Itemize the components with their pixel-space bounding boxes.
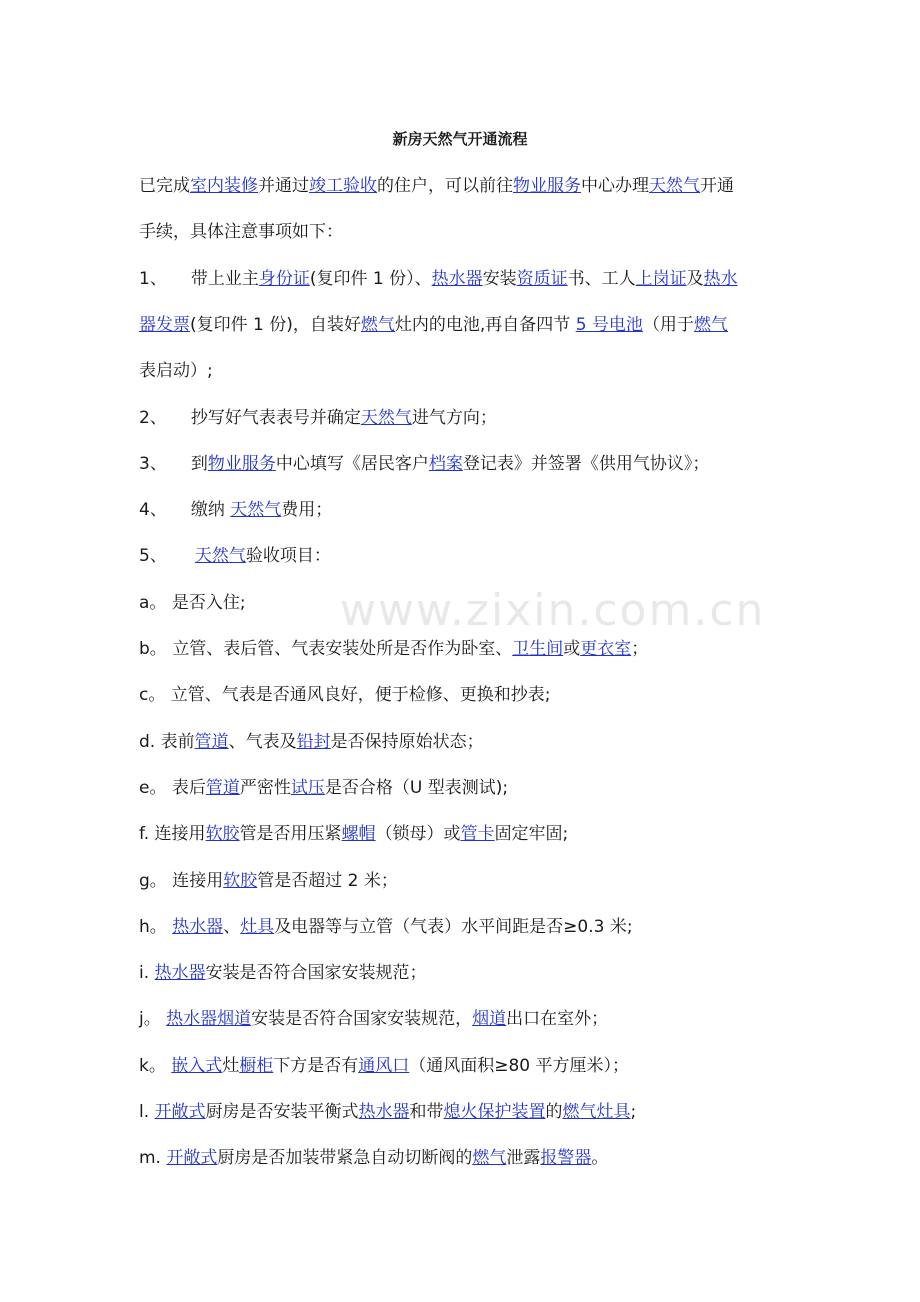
text-segment: 下方是否有 — [273, 1056, 359, 1076]
text-segment: 5、 — [139, 546, 167, 566]
text-segment: 1、 — [139, 269, 167, 289]
text-segment: 到 — [190, 454, 208, 474]
text-line — [139, 638, 648, 660]
text-segment: d. 表前 — [139, 732, 195, 752]
text-segment: 进气方向； — [411, 408, 497, 428]
text-line — [139, 1055, 629, 1077]
keyword-link[interactable]: 嵌入式 — [171, 1056, 223, 1076]
text-segment: 2、 — [139, 408, 167, 428]
text-segment: (复印件 1 份）、 — [309, 269, 432, 289]
text-line — [139, 962, 427, 984]
text-line — [139, 870, 398, 892]
keyword-link[interactable]: 热水 — [703, 269, 738, 289]
keyword-link[interactable]: 管道 — [205, 778, 240, 798]
keyword-link[interactable]: 更衣室 — [580, 639, 632, 659]
keyword-link[interactable]: 软胶 — [223, 871, 258, 891]
text-line — [139, 731, 484, 753]
text-segment: g。 连接用 — [139, 871, 224, 891]
text-segment: e。 表后 — [139, 778, 206, 798]
text-segment: 及电器等与立管（气表）水平间距是否≥0.3 米; — [274, 917, 633, 937]
watermark: www.zixin.com.cn — [340, 585, 766, 636]
text-segment: （通风面积≥80 平方厘米）； — [409, 1056, 630, 1076]
keyword-link[interactable]: 竣工验收 — [309, 176, 377, 196]
text-segment: 和带 — [409, 1102, 444, 1122]
text-segment: ； — [631, 639, 649, 659]
keyword-link[interactable]: 室内装修 — [190, 176, 258, 196]
text-line — [139, 1147, 608, 1169]
keyword-link[interactable]: 热水器 — [431, 269, 483, 289]
page-title: 新房天然气开通流程 — [392, 130, 528, 148]
keyword-link[interactable]: 报警器 — [540, 1148, 592, 1168]
text-segment: 或 — [563, 639, 581, 659]
text-line — [139, 221, 343, 243]
keyword-link[interactable]: 物业服务 — [207, 454, 276, 474]
text-segment: 已完成 — [139, 176, 190, 196]
text-line — [139, 823, 568, 845]
keyword-link[interactable]: 熄火保护装置 — [443, 1102, 546, 1122]
keyword-link[interactable]: 软胶 — [205, 824, 240, 844]
text-segment: 安装是否符合国家安装规范， — [251, 1009, 473, 1029]
keyword-link[interactable]: 热水器 — [358, 1102, 410, 1122]
text-segment: 厨房是否加装带紧急自动切断阀的 — [217, 1148, 473, 1168]
text-segment: 书、工人 — [567, 269, 636, 289]
keyword-link[interactable]: 通风口 — [358, 1056, 410, 1076]
text-segment: （用于 — [642, 315, 694, 335]
text-segment: 灶内的电池,再自备四节 — [394, 315, 576, 335]
keyword-link[interactable]: 档案 — [428, 454, 463, 474]
text-segment: 验收项目： — [245, 546, 331, 566]
text-segment: 泄露 — [506, 1148, 541, 1168]
keyword-link[interactable]: 天然气 — [360, 408, 412, 428]
keyword-link[interactable]: 上岗证 — [635, 269, 687, 289]
keyword-link[interactable]: 燃气 — [472, 1148, 507, 1168]
keyword-link[interactable]: 器发票 — [139, 315, 190, 335]
text-line — [139, 545, 331, 567]
text-line — [139, 360, 213, 382]
text-segment: 安装是否符合国家安装规范； — [205, 963, 427, 983]
keyword-link[interactable]: 燃气灶具 — [562, 1102, 631, 1122]
keyword-link[interactable]: 开敞式 — [154, 1102, 206, 1122]
text-segment: j。 — [139, 1009, 167, 1029]
text-segment: 是否合格（U 型表测试); — [324, 778, 509, 798]
text-segment: (复印件 1 份)，自装好 — [190, 315, 361, 335]
text-segment: 厨房是否安装平衡式 — [205, 1102, 359, 1122]
text-line — [139, 407, 497, 429]
text-segment: 带上业主 — [190, 269, 259, 289]
keyword-link[interactable]: 热水器 — [172, 917, 224, 937]
text-line — [139, 175, 734, 197]
text-segment: m. — [139, 1148, 167, 1168]
keyword-link[interactable]: 天然气 — [194, 546, 246, 566]
text-segment: b。 立管、表后管、气表安装处所是否作为卧室、 — [139, 639, 513, 659]
text-segment: 开通 — [700, 176, 734, 196]
text-line — [139, 1101, 636, 1123]
text-segment: l. — [139, 1102, 155, 1122]
text-segment: 、 — [223, 917, 241, 937]
text-segment: 。 — [591, 1148, 609, 1168]
keyword-link[interactable]: 5 号电池 — [575, 315, 643, 335]
keyword-link[interactable]: 热水器烟道 — [166, 1009, 252, 1029]
text-segment: 表启动）; — [139, 361, 213, 381]
text-segment: h。 — [139, 917, 173, 937]
text-line — [139, 684, 550, 706]
keyword-link[interactable]: 天然气 — [649, 176, 700, 196]
text-segment: c。 立管、气表是否通风良好，便于检修、更换和抄表; — [139, 685, 551, 705]
text-segment: 灶 — [222, 1056, 240, 1076]
keyword-link[interactable]: 开敞式 — [166, 1148, 218, 1168]
text-line — [139, 268, 738, 290]
text-segment: i. — [139, 963, 155, 983]
keyword-link[interactable]: 螺帽 — [341, 824, 376, 844]
text-segment: f. 连接用 — [139, 824, 206, 844]
text-line — [139, 916, 633, 938]
text-line — [139, 499, 332, 521]
keyword-link[interactable]: 燃气 — [693, 315, 728, 335]
text-segment: 、气表及 — [228, 732, 297, 752]
keyword-link[interactable]: 物业服务 — [513, 176, 581, 196]
text-segment: 是否保持原始状态； — [330, 732, 484, 752]
text-segment: k。 — [139, 1056, 172, 1076]
text-segment: 中心办理 — [581, 176, 649, 196]
keyword-link[interactable]: 天然气 — [230, 500, 282, 520]
text-segment: 中心填写《居民客户 — [275, 454, 429, 474]
text-segment: 出口在室外； — [506, 1009, 609, 1029]
text-segment: 及 — [686, 269, 704, 289]
text-segment: 登记表》并签署《供用气协议》； — [462, 454, 710, 474]
text-segment: 手续，具体注意事项如下： — [139, 222, 343, 242]
text-line — [139, 592, 246, 614]
text-segment: 管是否用压紧 — [239, 824, 342, 844]
text-segment: 并通过 — [258, 176, 309, 196]
keyword-link[interactable]: 铅封 — [296, 732, 331, 752]
text-line — [139, 777, 508, 799]
keyword-link[interactable]: 灶具 — [240, 917, 275, 937]
text-segment: 固定牢固; — [494, 824, 569, 844]
text-segment: 费用； — [281, 500, 333, 520]
keyword-link[interactable]: 资质证 — [516, 269, 568, 289]
text-segment: 4、 — [139, 500, 167, 520]
text-segment: （锁母）或 — [375, 824, 461, 844]
text-segment: 管是否超过 2 米； — [257, 871, 398, 891]
keyword-link[interactable]: 热水器 — [154, 963, 206, 983]
text-segment: 3、 — [139, 454, 167, 474]
keyword-link[interactable]: 管卡 — [460, 824, 495, 844]
text-segment: 安装 — [482, 269, 517, 289]
text-line — [139, 453, 709, 475]
text-segment: 严密性 — [239, 778, 291, 798]
text-segment: 抄写好气表表号并确定 — [190, 408, 361, 428]
text-segment: ; — [630, 1102, 637, 1122]
keyword-link[interactable]: 卫生间 — [512, 639, 564, 659]
text-segment: 的住户，可以前往 — [377, 176, 513, 196]
keyword-link[interactable]: 烟道 — [472, 1009, 507, 1029]
text-segment: a。 是否入住; — [139, 593, 246, 613]
text-line — [139, 314, 728, 336]
keyword-link[interactable]: 橱柜 — [239, 1056, 274, 1076]
text-line — [139, 1008, 608, 1030]
text-segment: 的 — [545, 1102, 563, 1122]
keyword-link[interactable]: 管道 — [194, 732, 229, 752]
text-segment: 缴纳 — [190, 500, 231, 520]
keyword-link[interactable]: 身份证 — [258, 269, 310, 289]
keyword-link[interactable]: 燃气 — [360, 315, 395, 335]
keyword-link[interactable]: 试压 — [290, 778, 325, 798]
